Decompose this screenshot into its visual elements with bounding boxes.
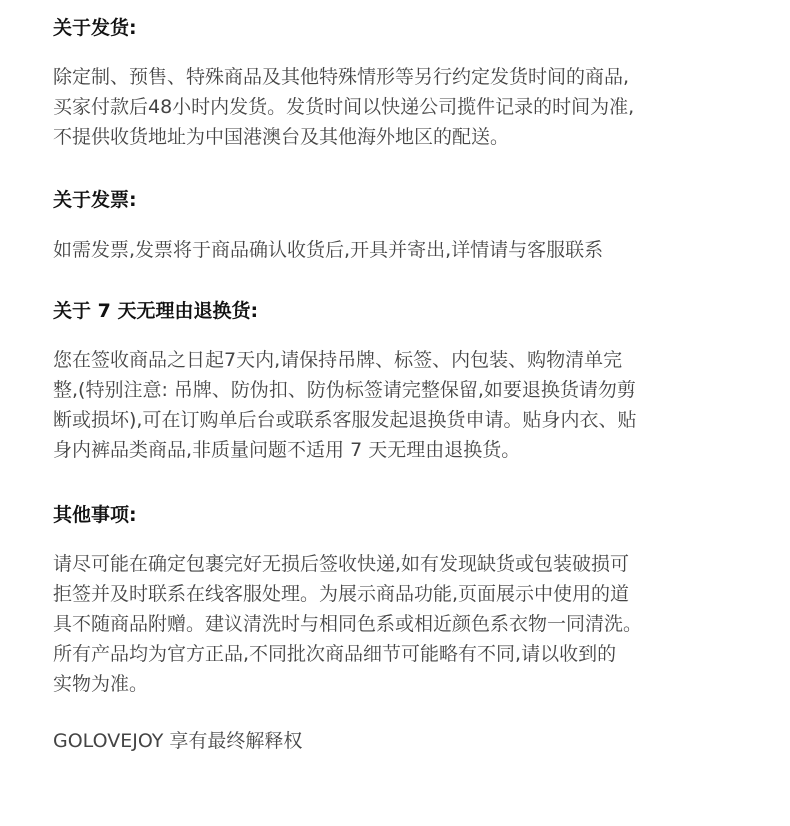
other-line: 具不随商品附赠。建议清洗时与相同色系或相近颜色系衣物一同清洗。 <box>53 613 643 635</box>
other-line: 所有产品均为官方正品,不同批次商品细节可能略有不同,请以收到的 <box>53 643 617 665</box>
shipping-section-title: 关于发货: <box>53 17 137 39</box>
return-section-body <box>53 345 753 465</box>
return-section-title: 关于 7 天无理由退换货: <box>53 300 259 322</box>
other-section-body <box>53 549 753 699</box>
return-line: 整,(特别注意: 吊牌、防伪扣、防伪标签请完整保留,如要退换货请勿剪 <box>53 379 636 401</box>
other-line: 请尽可能在确定包裹完好无损后签收快递,如有发现缺货或包装破损可 <box>53 553 630 575</box>
invoice-section-body <box>53 235 753 265</box>
footer-disclaimer: GOLOVEJOY 享有最终解释权 <box>53 730 303 752</box>
shipping-line: 除定制、预售、特殊商品及其他特殊情形等另行约定发货时间的商品, <box>53 66 630 88</box>
invoice-line: 如需发票,发票将于商品确认收货后,开具并寄出,详情请与客服联系 <box>53 239 604 261</box>
shipping-section-body <box>53 62 753 152</box>
shipping-line: 买家付款后48小时内发货。发货时间以快递公司揽件记录的时间为准, <box>53 96 635 118</box>
other-line: 拒签并及时联系在线客服处理。为展示商品功能,页面展示中使用的道 <box>53 583 630 605</box>
shipping-line: 不提供收货地址为中国港澳台及其他海外地区的配送。 <box>53 126 510 148</box>
return-line: 您在签收商品之日起7天内,请保持吊牌、标签、内包装、购物清单完 <box>53 349 623 371</box>
other-line: 实物为准。 <box>53 673 149 695</box>
return-line: 断或损坏),可在订购单后台或联系客服发起退换货申请。贴身内衣、贴 <box>53 409 637 431</box>
return-line: 身内裤品类商品,非质量问题不适用 7 天无理由退换货。 <box>53 439 521 461</box>
other-section-title: 其他事项: <box>53 504 137 526</box>
invoice-section-title: 关于发票: <box>53 189 137 211</box>
